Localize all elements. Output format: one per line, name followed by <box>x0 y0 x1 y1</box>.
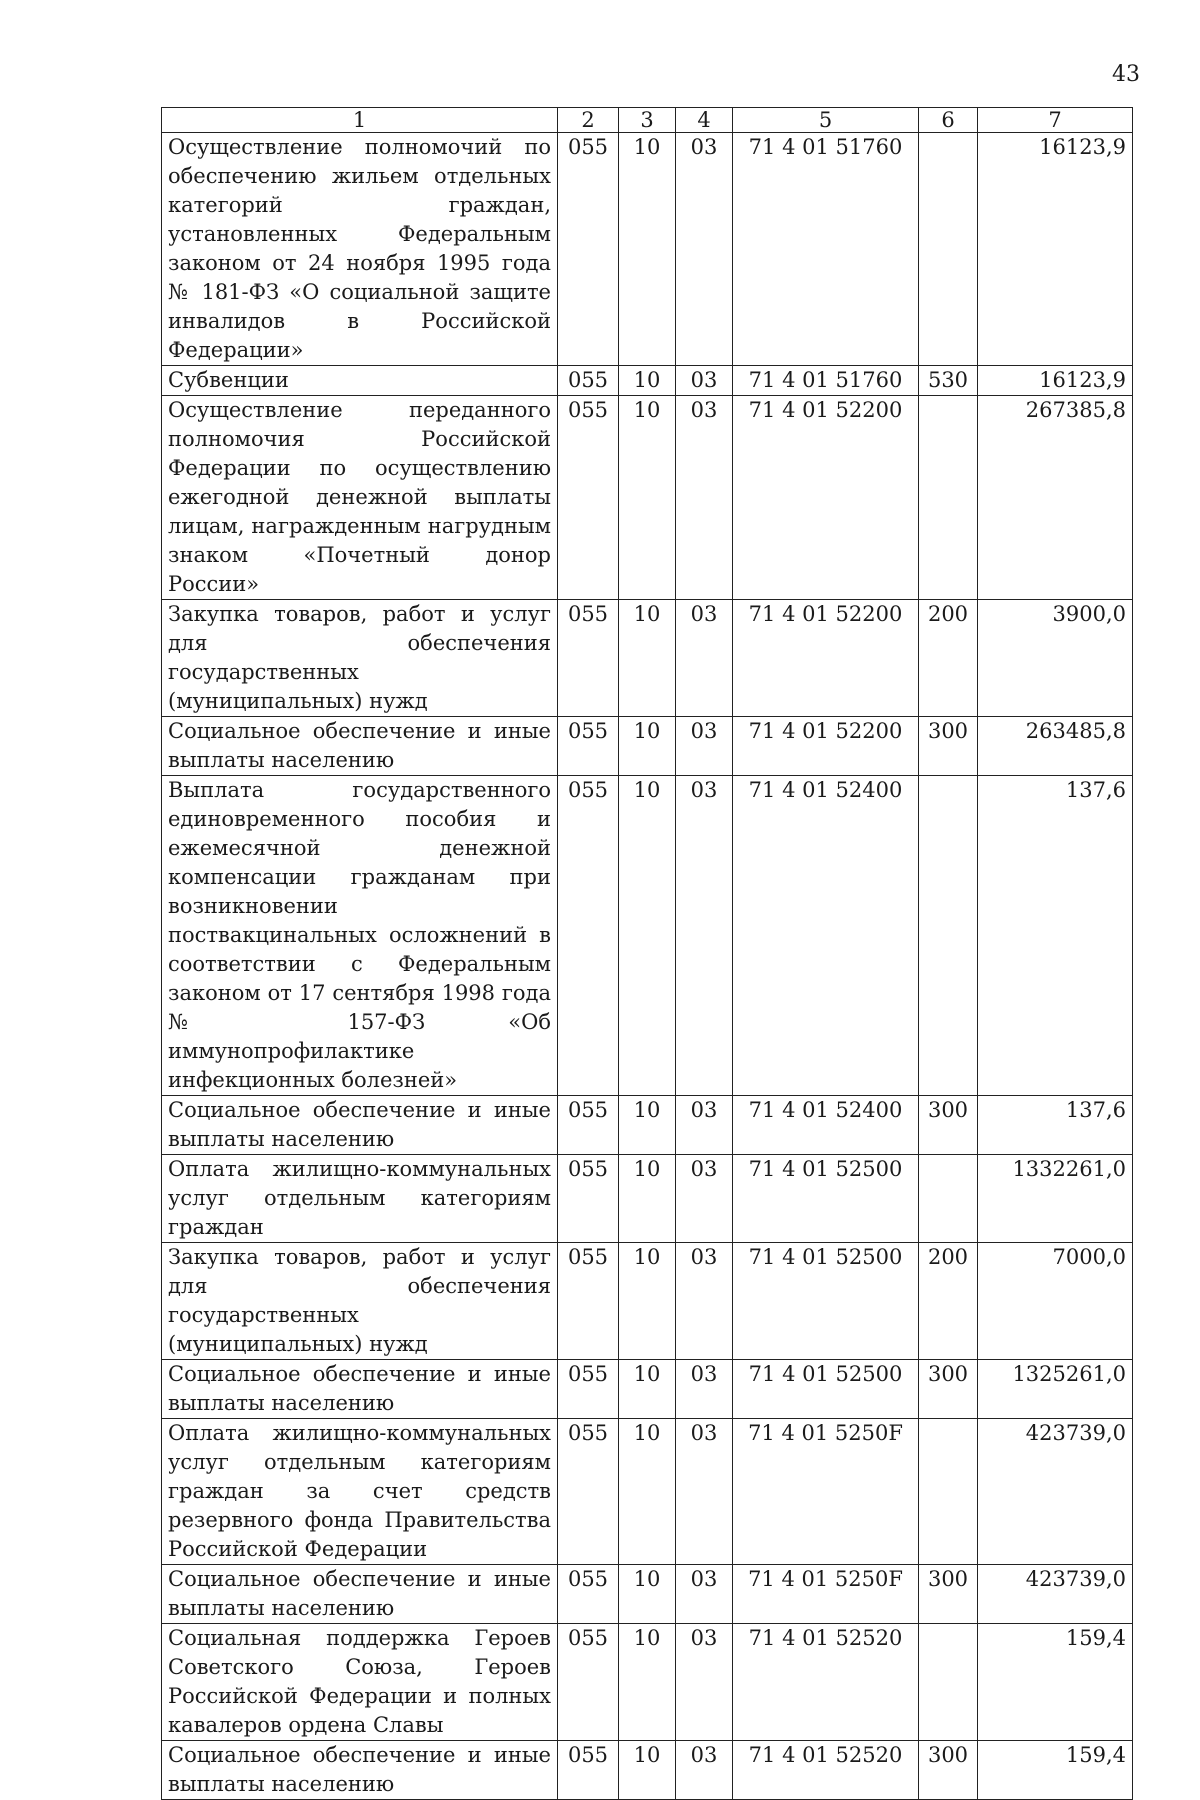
expense-type-code-cell: 200 <box>919 600 978 717</box>
subsection-code-cell: 03 <box>676 1155 733 1243</box>
subsection-code-cell: 03 <box>676 1243 733 1360</box>
ministry-code-cell: 055 <box>558 600 619 717</box>
section-code-cell: 10 <box>619 366 676 396</box>
target-article-code-cell: 71 4 01 52520 <box>733 1624 919 1741</box>
target-article-code-cell: 71 4 01 51760 <box>733 366 919 396</box>
section-code-cell: 10 <box>619 776 676 1096</box>
item-name-cell: Социальное обеспечение и иные выплаты населению <box>162 1360 558 1419</box>
section-code-cell: 10 <box>619 1096 676 1155</box>
item-name-cell: Социальное обеспечение и иные выплаты населению <box>162 717 558 776</box>
table-row <box>162 600 1133 717</box>
section-code-cell: 10 <box>619 1243 676 1360</box>
amount-cell: 263485,8 <box>978 717 1133 776</box>
ministry-code-cell: 055 <box>558 1565 619 1624</box>
subsection-code-cell: 03 <box>676 717 733 776</box>
table-row <box>162 1155 1133 1243</box>
header-col-7: 7 <box>978 108 1133 133</box>
ministry-code-cell: 055 <box>558 1624 619 1741</box>
expense-type-code-cell: 300 <box>919 717 978 776</box>
ministry-code-cell: 055 <box>558 366 619 396</box>
table-row <box>162 396 1133 600</box>
item-name-cell: Закупка товаров, работ и услуг для обеспечения государственных (муниципальных) нужд <box>162 1243 558 1360</box>
section-code-cell: 10 <box>619 396 676 600</box>
amount-cell: 267385,8 <box>978 396 1133 600</box>
section-code-cell: 10 <box>619 1741 676 1800</box>
item-name-cell: Социальное обеспечение и иные выплаты населению <box>162 1741 558 1800</box>
amount-cell: 1332261,0 <box>978 1155 1133 1243</box>
amount-cell: 16123,9 <box>978 133 1133 366</box>
target-article-code-cell: 71 4 01 52200 <box>733 600 919 717</box>
ministry-code-cell: 055 <box>558 776 619 1096</box>
section-code-cell: 10 <box>619 600 676 717</box>
subsection-code-cell: 03 <box>676 1419 733 1565</box>
amount-cell: 159,4 <box>978 1741 1133 1800</box>
section-code-cell: 10 <box>619 1360 676 1419</box>
amount-cell: 137,6 <box>978 776 1133 1096</box>
target-article-code-cell: 71 4 01 52500 <box>733 1155 919 1243</box>
subsection-code-cell: 03 <box>676 776 733 1096</box>
expense-type-code-cell <box>919 1624 978 1741</box>
item-name-cell: Социальное обеспечение и иные выплаты населению <box>162 1096 558 1155</box>
table-row <box>162 776 1133 1096</box>
item-name-cell: Субвенции <box>162 366 558 396</box>
expense-type-code-cell: 200 <box>919 1243 978 1360</box>
section-code-cell: 10 <box>619 1565 676 1624</box>
ministry-code-cell: 055 <box>558 1419 619 1565</box>
subsection-code-cell: 03 <box>676 133 733 366</box>
expense-type-code-cell <box>919 133 978 366</box>
table-row <box>162 366 1133 396</box>
expense-type-code-cell: 300 <box>919 1096 978 1155</box>
amount-cell: 7000,0 <box>978 1243 1133 1360</box>
subsection-code-cell: 03 <box>676 1096 733 1155</box>
table-row <box>162 1419 1133 1565</box>
table-row <box>162 1096 1133 1155</box>
table-row <box>162 1741 1133 1800</box>
ministry-code-cell: 055 <box>558 133 619 366</box>
target-article-code-cell: 71 4 01 5250F <box>733 1419 919 1565</box>
target-article-code-cell: 71 4 01 51760 <box>733 133 919 366</box>
section-code-cell: 10 <box>619 1419 676 1565</box>
ministry-code-cell: 055 <box>558 1096 619 1155</box>
subsection-code-cell: 03 <box>676 1565 733 1624</box>
ministry-code-cell: 055 <box>558 717 619 776</box>
expense-type-code-cell: 300 <box>919 1360 978 1419</box>
header-col-4: 4 <box>676 108 733 133</box>
item-name-cell: Осуществление переданного полномочия Российской Федерации по осуществлению ежегодной денежной выплаты лицам, награжденным нагрудным знаком «Почетный донор России» <box>162 396 558 600</box>
target-article-code-cell: 71 4 01 52200 <box>733 396 919 600</box>
header-col-3: 3 <box>619 108 676 133</box>
subsection-code-cell: 03 <box>676 396 733 600</box>
amount-cell: 423739,0 <box>978 1419 1133 1565</box>
ministry-code-cell: 055 <box>558 1155 619 1243</box>
subsection-code-cell: 03 <box>676 366 733 396</box>
table-row <box>162 1243 1133 1360</box>
amount-cell: 3900,0 <box>978 600 1133 717</box>
item-name-cell: Социальное обеспечение и иные выплаты населению <box>162 1565 558 1624</box>
ministry-code-cell: 055 <box>558 396 619 600</box>
item-name-cell: Социальная поддержка Героев Советского Союза, Героев Российской Федерации и полных кавалеров ордена Славы <box>162 1624 558 1741</box>
expense-type-code-cell <box>919 1155 978 1243</box>
target-article-code-cell: 71 4 01 52500 <box>733 1360 919 1419</box>
target-article-code-cell: 71 4 01 52520 <box>733 1741 919 1800</box>
table-row <box>162 1624 1133 1741</box>
expense-type-code-cell: 530 <box>919 366 978 396</box>
table-header-row <box>162 108 1133 133</box>
section-code-cell: 10 <box>619 717 676 776</box>
ministry-code-cell: 055 <box>558 1360 619 1419</box>
subsection-code-cell: 03 <box>676 1624 733 1741</box>
page-number: 43 <box>1112 62 1140 87</box>
expense-type-code-cell: 300 <box>919 1741 978 1800</box>
amount-cell: 16123,9 <box>978 366 1133 396</box>
ministry-code-cell: 055 <box>558 1741 619 1800</box>
target-article-code-cell: 71 4 01 52400 <box>733 1096 919 1155</box>
amount-cell: 159,4 <box>978 1624 1133 1741</box>
section-code-cell: 10 <box>619 133 676 366</box>
table-row <box>162 1565 1133 1624</box>
subsection-code-cell: 03 <box>676 1741 733 1800</box>
budget-table <box>161 107 1133 1800</box>
table-row <box>162 717 1133 776</box>
amount-cell: 137,6 <box>978 1096 1133 1155</box>
target-article-code-cell: 71 4 01 5250F <box>733 1565 919 1624</box>
table-row <box>162 133 1133 366</box>
item-name-cell: Оплата жилищно-коммунальных услуг отдельным категориям граждан за счет средств резервного фонда Правительства Российской Федерации <box>162 1419 558 1565</box>
item-name-cell: Выплата государственного единовременного пособия и ежемесячной денежной компенсации гражданам при возникновении поствакцинальных осложнений в соответствии с Федеральным законом от 17 сентября 1998 года № 157-ФЗ «Об иммунопрофилактике инфекционных болезней» <box>162 776 558 1096</box>
target-article-code-cell: 71 4 01 52500 <box>733 1243 919 1360</box>
header-col-1: 1 <box>162 108 558 133</box>
header-col-5: 5 <box>733 108 919 133</box>
item-name-cell: Оплата жилищно-коммунальных услуг отдельным категориям граждан <box>162 1155 558 1243</box>
expense-type-code-cell <box>919 1419 978 1565</box>
target-article-code-cell: 71 4 01 52200 <box>733 717 919 776</box>
expense-type-code-cell <box>919 776 978 1096</box>
subsection-code-cell: 03 <box>676 600 733 717</box>
table-body <box>162 133 1133 1800</box>
subsection-code-cell: 03 <box>676 1360 733 1419</box>
expense-type-code-cell <box>919 396 978 600</box>
section-code-cell: 10 <box>619 1624 676 1741</box>
header-col-6: 6 <box>919 108 978 133</box>
item-name-cell: Осуществление полномочий по обеспечению жильем отдельных категорий граждан, установленных Федеральным законом от 24 ноября 1995 года № 181-ФЗ «О социальной защите инвалидов в Российской Федерации» <box>162 133 558 366</box>
section-code-cell: 10 <box>619 1155 676 1243</box>
item-name-cell: Закупка товаров, работ и услуг для обеспечения государственных (муниципальных) нужд <box>162 600 558 717</box>
amount-cell: 423739,0 <box>978 1565 1133 1624</box>
target-article-code-cell: 71 4 01 52400 <box>733 776 919 1096</box>
table-row <box>162 1360 1133 1419</box>
header-col-2: 2 <box>558 108 619 133</box>
amount-cell: 1325261,0 <box>978 1360 1133 1419</box>
expense-type-code-cell: 300 <box>919 1565 978 1624</box>
ministry-code-cell: 055 <box>558 1243 619 1360</box>
